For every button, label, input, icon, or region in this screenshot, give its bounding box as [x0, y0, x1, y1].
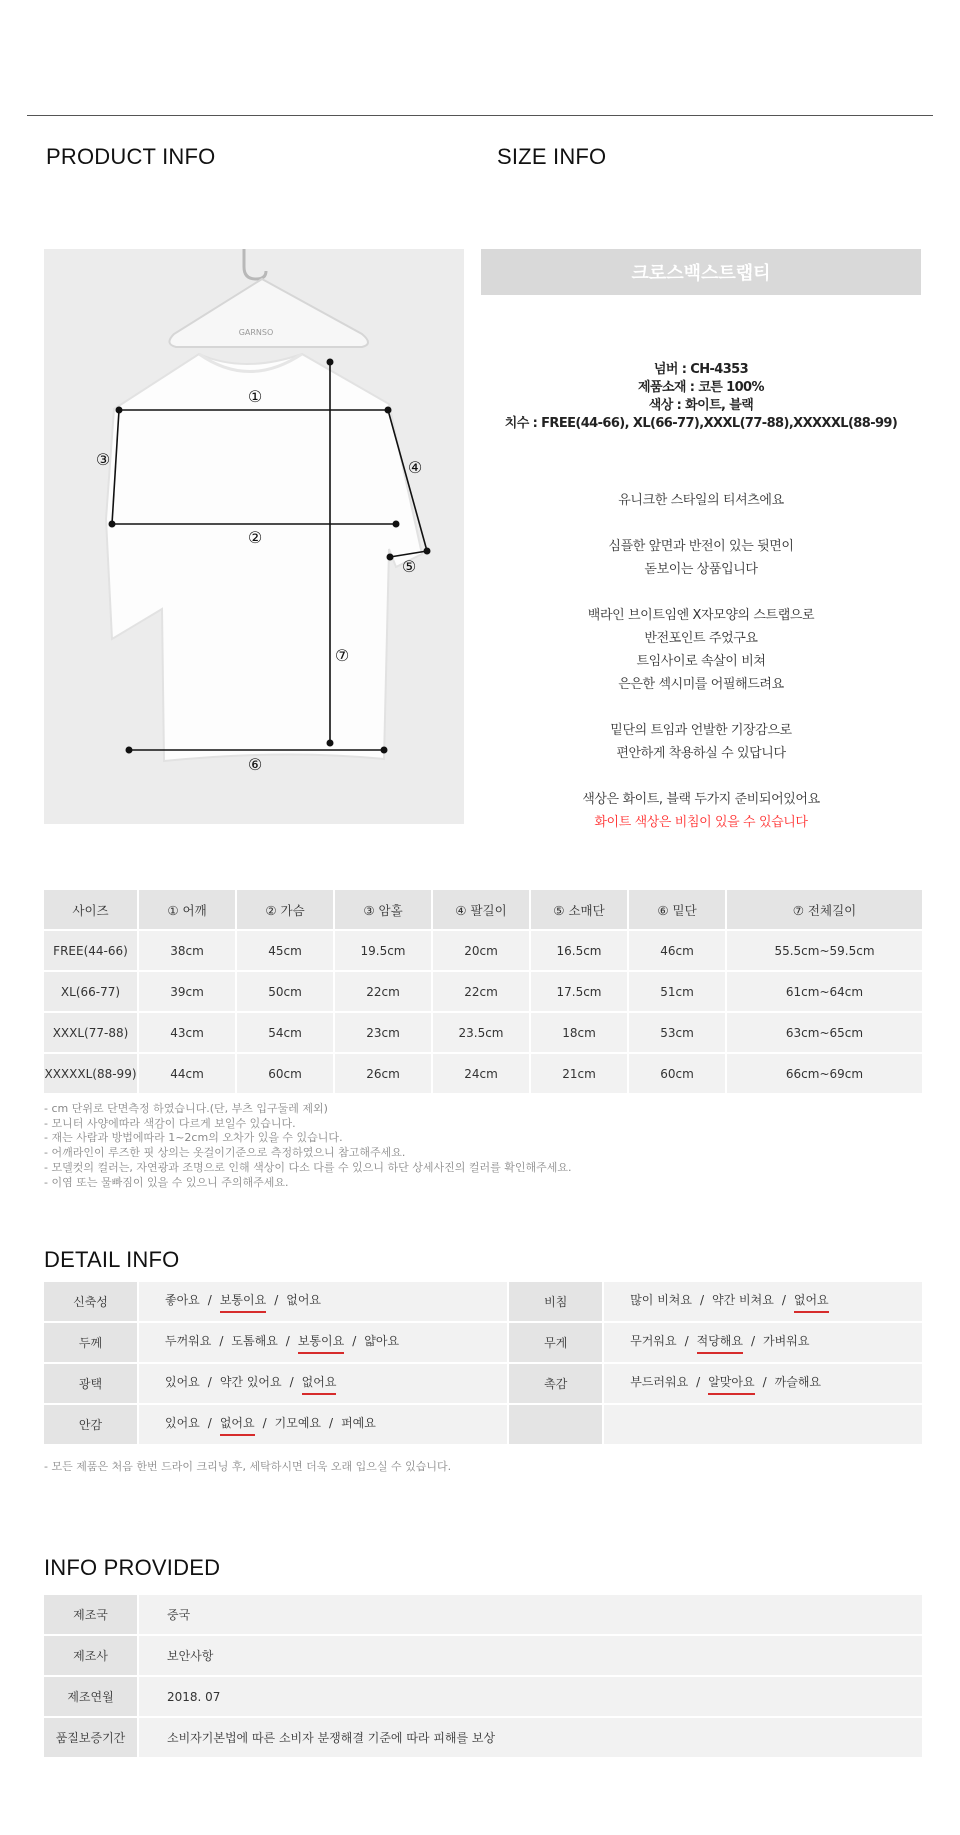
size-cell: 19.5cm: [335, 931, 431, 970]
option-separator: /: [207, 1415, 212, 1430]
size-header-cell: ⑥ 밑단: [629, 890, 725, 929]
info-value: 중국: [139, 1595, 922, 1634]
size-cell: 26cm: [335, 1054, 431, 1093]
detail-option-selected: 적당해요: [697, 1332, 743, 1354]
detail-options: [139, 1364, 507, 1403]
size-cell: 20cm: [433, 931, 529, 970]
detail-option: 없어요: [286, 1292, 322, 1307]
spec-number: 넘버 : CH-4353: [653, 362, 749, 377]
detail-option: 무거워요: [630, 1333, 677, 1348]
size-cell: 22cm: [335, 972, 431, 1011]
table-row: [44, 1282, 922, 1321]
color-warning: 화이트 색상은 비침이 있을 수 있습니다: [594, 815, 808, 830]
size-cell: 23.5cm: [433, 1013, 529, 1052]
desc-line: 반전포인트 주었구요: [644, 631, 758, 646]
size-header-cell: ② 가슴: [237, 890, 333, 929]
marker-chest: ②: [247, 528, 263, 547]
detail-option: 좋아요: [165, 1292, 200, 1307]
option-separator: /: [207, 1292, 212, 1307]
detail-label: 두께: [44, 1323, 137, 1362]
option-separator: /: [762, 1374, 767, 1389]
detail-options: [604, 1364, 922, 1403]
detail-label: 신축성: [44, 1282, 137, 1321]
size-cell: 54cm: [237, 1013, 333, 1052]
detail-option: 약간 있어요: [219, 1374, 282, 1389]
size-cell: 63cm~65cm: [727, 1013, 922, 1052]
info-provided-table: [42, 1593, 924, 1759]
size-cell: XXXL(77-88): [44, 1013, 137, 1052]
info-label: 품질보증기간: [44, 1718, 137, 1757]
option-separator: /: [684, 1333, 689, 1348]
desc-line: 유니크한 스타일의 티셔츠에요: [618, 493, 784, 508]
desc-line: 은은한 섹시미를 어필해드려요: [618, 677, 784, 692]
desc-line: 백라인 브이트임엔 X자모양의 스트랩으로: [587, 608, 815, 623]
size-notes: [44, 1102, 571, 1190]
marker-armhole: ③: [95, 450, 111, 469]
spec-size: 치수 : FREE(44-66), XL(66-77),XXXL(77-88),XXXXXL(88-99): [504, 416, 898, 431]
detail-option-selected: 없어요: [220, 1414, 255, 1436]
marker-sleeve-length: ④: [407, 458, 423, 477]
detail-option-selected: 보통이요: [220, 1291, 266, 1313]
marker-cuff: ⑤: [401, 557, 417, 576]
marker-shoulder: ①: [247, 387, 263, 406]
detail-options: [604, 1323, 922, 1362]
size-cell: 43cm: [139, 1013, 235, 1052]
option-separator: /: [352, 1333, 357, 1348]
size-header-cell: ⑤ 소매단: [531, 890, 627, 929]
size-table: [42, 888, 924, 1095]
detail-option: 가벼워요: [763, 1333, 810, 1348]
size-header-cell: 사이즈: [44, 890, 137, 929]
size-info-title: SIZE INFO: [497, 144, 607, 169]
size-cell: 45cm: [237, 931, 333, 970]
top-divider: [27, 115, 933, 116]
detail-option-selected: 없어요: [302, 1373, 337, 1395]
option-separator: /: [207, 1374, 212, 1389]
info-value: 2018. 07: [139, 1677, 922, 1716]
detail-info-title: DETAIL INFO: [44, 1247, 180, 1272]
table-row: [44, 972, 922, 1011]
info-label: 제조국: [44, 1595, 137, 1634]
size-cell: 23cm: [335, 1013, 431, 1052]
product-name-bar: [481, 249, 921, 295]
table-row: [44, 1364, 922, 1403]
note-line: - 모델컷의 컬러는, 자연광과 조명으로 인해 색상이 다소 다를 수 있으니 하단 상세사진의 컬러를 확인해주세요.: [44, 1160, 572, 1174]
detail-label: 안감: [44, 1405, 137, 1444]
table-row: [44, 1636, 922, 1675]
note-line: - cm 단위로 단면측정 하였습니다.(단, 부츠 입구둘레 제외): [44, 1102, 328, 1115]
spec-material: 제품소재 : 코튼 100%: [638, 380, 764, 395]
detail-option-selected: 없어요: [794, 1291, 829, 1313]
table-row: [44, 1405, 922, 1444]
option-separator: /: [699, 1292, 705, 1307]
option-separator: /: [285, 1333, 290, 1348]
table-row: [44, 1595, 922, 1634]
size-cell: XXXXXL(88-99): [44, 1054, 137, 1093]
desc-line: 편안하게 착용하실 수 있답니다: [616, 746, 786, 761]
detail-label: 촉감: [509, 1364, 602, 1403]
detail-option: 도톰해요: [231, 1333, 278, 1348]
detail-option-selected: 보통이요: [298, 1332, 344, 1354]
size-cell: 53cm: [629, 1013, 725, 1052]
option-separator: /: [274, 1292, 279, 1307]
size-cell: 24cm: [433, 1054, 529, 1093]
hanger-hook: [244, 249, 266, 279]
detail-option-selected: 알맞아요: [708, 1373, 754, 1395]
size-cell: 21cm: [531, 1054, 627, 1093]
info-label: 제조사: [44, 1636, 137, 1675]
option-separator: /: [751, 1333, 756, 1348]
size-cell: XL(66-77): [44, 972, 137, 1011]
detail-option: 까슬해요: [774, 1374, 822, 1389]
size-header-cell: ⑦ 전체길이: [727, 890, 922, 929]
marker-hem: ⑥: [247, 755, 263, 774]
note-line: - 어깨라인이 루즈한 핏 상의는 옷걸이기준으로 측정하였으니 참고해주세요.: [44, 1146, 406, 1160]
info-label: 제조연월: [44, 1677, 137, 1716]
detail-option: 두꺼워요: [165, 1333, 212, 1348]
size-table-header: [44, 890, 922, 929]
detail-options: [139, 1282, 507, 1321]
table-row: [44, 1718, 922, 1757]
size-cell: 44cm: [139, 1054, 235, 1093]
size-cell: 50cm: [237, 972, 333, 1011]
size-cell: 61cm~64cm: [727, 972, 922, 1011]
size-cell: 18cm: [531, 1013, 627, 1052]
table-row: [44, 1677, 922, 1716]
detail-table: [42, 1280, 924, 1446]
size-header-cell: ③ 암홀: [335, 890, 431, 929]
table-row: [44, 1323, 922, 1362]
option-separator: /: [329, 1415, 334, 1430]
detail-options: [139, 1405, 507, 1444]
desc-line: 돋보이는 상품입니다: [644, 562, 758, 577]
detail-label: 무게: [509, 1323, 602, 1362]
size-cell: 60cm: [237, 1054, 333, 1093]
detail-option: 있어요: [165, 1374, 200, 1389]
note-line: - 모니터 사양에따라 색감이 다르게 보일수 있습니다.: [44, 1116, 296, 1130]
measurement-diagram: [44, 249, 464, 824]
option-separator: /: [781, 1292, 786, 1307]
desc-line: 심플한 앞면과 반전이 있는 뒷면이: [608, 539, 794, 554]
size-cell: 39cm: [139, 972, 235, 1011]
note-line: - 이염 또는 물빠짐이 있을 수 있으니 주의해주세요.: [44, 1175, 289, 1189]
detail-options: [604, 1405, 922, 1444]
detail-option: 약간 비쳐요: [712, 1292, 774, 1307]
detail-option: 많이 비쳐요: [630, 1292, 692, 1307]
product-info-title: PRODUCT INFO: [46, 144, 216, 169]
size-cell: 17.5cm: [531, 972, 627, 1011]
desc-line: 밑단의 트임과 언발한 기장감으로: [610, 723, 792, 738]
spec-color: 색상 : 화이트, 블랙: [648, 398, 754, 413]
care-note: - 모든 제품은 처음 한번 드라이 크리닝 후, 세탁하시면 더욱 오래 입으실 수 있습니다.: [44, 1460, 452, 1473]
option-separator: /: [219, 1333, 224, 1348]
product-photo: [44, 249, 464, 824]
size-header-cell: ① 어깨: [139, 890, 235, 929]
size-cell: 38cm: [139, 931, 235, 970]
table-row: [44, 1013, 922, 1052]
info-value: 소비자기본법에 따른 소비자 분쟁해결 기준에 따라 피해를 보상: [139, 1718, 922, 1757]
size-cell: 60cm: [629, 1054, 725, 1093]
desc-line: 트임사이로 속살이 비쳐: [636, 654, 766, 669]
option-separator: /: [289, 1374, 294, 1389]
option-separator: /: [696, 1374, 701, 1389]
note-line: - 재는 사람과 방법에따라 1~2cm의 오차가 있을 수 있습니다.: [44, 1131, 343, 1145]
marker-total-length: ⑦: [334, 646, 350, 665]
product-name: 크로스백스트랩티: [631, 263, 771, 284]
detail-option: 있어요: [165, 1415, 200, 1430]
size-cell: 16.5cm: [531, 931, 627, 970]
size-cell: 22cm: [433, 972, 529, 1011]
detail-label: 광택: [44, 1364, 137, 1403]
size-header-cell: ④ 팔길이: [433, 890, 529, 929]
info-provided-title: INFO PROVIDED: [44, 1555, 221, 1580]
detail-label: [509, 1405, 602, 1444]
table-row: [44, 1054, 922, 1093]
table-row: [44, 931, 922, 970]
detail-option: 부드러워요: [630, 1374, 689, 1389]
detail-option: 퍼예요: [341, 1415, 376, 1430]
size-cell: 66cm~69cm: [727, 1054, 922, 1093]
option-separator: /: [262, 1415, 267, 1430]
size-cell: 51cm: [629, 972, 725, 1011]
size-cell: 46cm: [629, 931, 725, 970]
detail-option: 기모예요: [274, 1415, 322, 1430]
hanger-brand: GARNSO: [238, 328, 274, 337]
detail-options: [139, 1323, 507, 1362]
size-cell: FREE(44-66): [44, 931, 137, 970]
desc-line: 색상은 화이트, 블랙 두가지 준비되어있어요: [582, 792, 820, 807]
tshirt-shape: [106, 354, 422, 761]
detail-option: 얇아요: [364, 1333, 400, 1348]
size-cell: 55.5cm~59.5cm: [727, 931, 922, 970]
info-value: 보안사항: [139, 1636, 922, 1675]
detail-label: 비침: [509, 1282, 602, 1321]
detail-options: [604, 1282, 922, 1321]
